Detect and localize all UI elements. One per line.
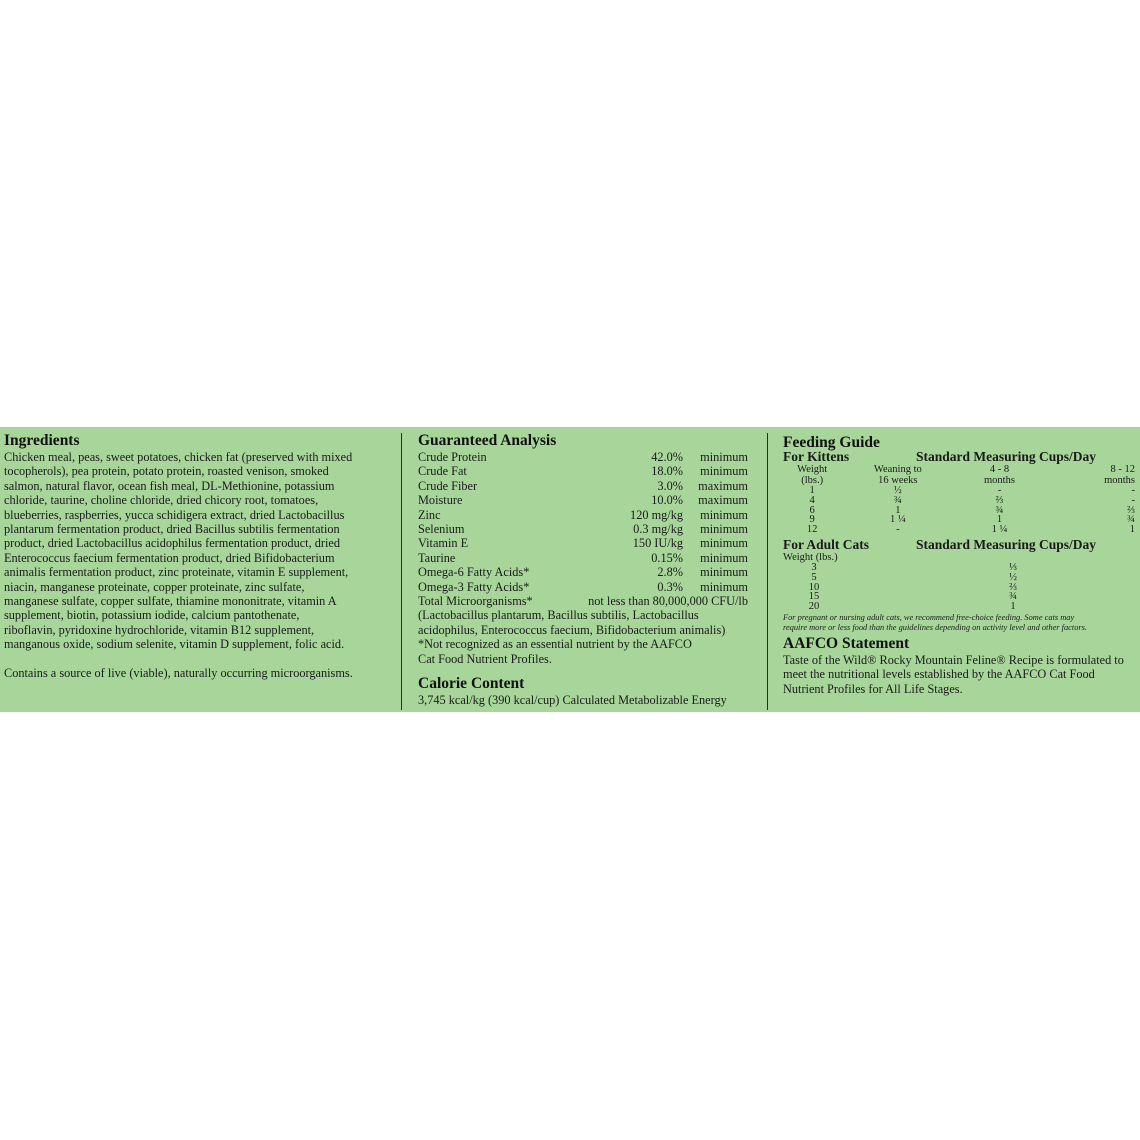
ingredients-line: manganous oxide, sodium selenite, vitamin D supplement, folic acid. bbox=[4, 637, 345, 652]
col-header: (lbs.) bbox=[801, 475, 824, 486]
ingredients-list bbox=[4, 450, 396, 652]
adults-header-row bbox=[783, 552, 1139, 563]
table-cell: - bbox=[1131, 485, 1136, 496]
nutrient-qualifier: minimum bbox=[700, 464, 748, 479]
aafco-title: AAFCO Statement bbox=[783, 634, 910, 652]
feeding-guide-section bbox=[783, 427, 1139, 696]
table-row bbox=[783, 506, 1139, 516]
table-cell: 5 bbox=[811, 571, 817, 583]
kittens-table bbox=[783, 464, 1139, 535]
col-header: 16 weeks bbox=[878, 475, 918, 486]
guaranteed-analysis-title: Guaranteed Analysis bbox=[418, 432, 557, 449]
nutrient-value: 42.0% bbox=[651, 450, 683, 464]
nutrient-name: Omega-6 Fatty Acids* bbox=[418, 565, 530, 580]
table-row bbox=[783, 602, 1139, 612]
analysis-row bbox=[418, 565, 758, 579]
nutrition-label-panel bbox=[0, 427, 1140, 712]
guaranteed-analysis-section bbox=[418, 427, 758, 707]
adults-subheader bbox=[783, 537, 1139, 552]
col-header: Weight (lbs.) bbox=[783, 551, 838, 563]
col-header: 8 - 12 bbox=[1110, 464, 1136, 475]
table-cell: 1 bbox=[996, 514, 1003, 526]
kittens-header-row bbox=[783, 464, 1139, 475]
ingredients-line: supplement, biotin, potassium iodide, calcium pantothenate, bbox=[4, 608, 300, 623]
kittens-header-row bbox=[783, 475, 1139, 486]
nutrient-name: Vitamin E bbox=[418, 536, 469, 551]
table-row bbox=[783, 525, 1139, 535]
col-header: months bbox=[984, 475, 1015, 486]
nutrient-value: 0.3 mg/kg bbox=[633, 521, 683, 536]
col-header: months bbox=[1104, 475, 1136, 486]
table-row bbox=[783, 573, 1139, 583]
ingredients-line: tocopherols), pea protein, potato protein, roasted venison, smoked bbox=[4, 464, 329, 479]
nutrient-name: Crude Fiber bbox=[418, 478, 478, 493]
table-row bbox=[783, 486, 1139, 496]
analysis-row bbox=[418, 551, 758, 565]
kittens-label: For Kittens bbox=[783, 449, 850, 464]
table-cell: 15 bbox=[808, 591, 820, 603]
table-cell: 1 ¼ bbox=[889, 514, 906, 526]
nutrient-qualifier: maximum bbox=[698, 478, 748, 493]
analysis-footnote: *Not recognized as an essential nutrient by the AAFCO bbox=[418, 637, 692, 652]
table-cell: ½ bbox=[1009, 571, 1017, 583]
table-cell: ¾ bbox=[1009, 591, 1017, 603]
calorie-content-text: 3,745 kcal/kg (390 kcal/cup) Calculated Metabolizable Energy bbox=[418, 692, 727, 707]
ingredients-section bbox=[4, 427, 396, 680]
table-cell: - bbox=[997, 485, 1002, 496]
table-row bbox=[783, 496, 1139, 506]
nutrient-qualifier: maximum bbox=[698, 493, 748, 508]
analysis-row bbox=[418, 580, 758, 594]
table-cell: ⅔ bbox=[1009, 581, 1017, 593]
table-cell: ¾ bbox=[1127, 514, 1136, 526]
nutrient-qualifier: minimum bbox=[700, 450, 748, 464]
table-row bbox=[783, 583, 1139, 593]
table-cell: ⅓ bbox=[1009, 561, 1017, 573]
table-row bbox=[783, 515, 1139, 525]
nutrient-name: Omega-3 Fatty Acids* bbox=[418, 579, 530, 594]
table-cell: 1 bbox=[1010, 601, 1016, 613]
kittens-subheader bbox=[783, 449, 1139, 464]
ingredients-title: Ingredients bbox=[4, 432, 80, 449]
ingredients-line: blueberries, raspberries, yucca schidigera extract, dried Lactobacillus bbox=[4, 507, 345, 522]
ingredients-line: niacin, manganese proteinate, copper proteinate, zinc sulfate, bbox=[4, 579, 305, 594]
table-cell: ½ bbox=[893, 485, 902, 496]
nutrient-value: 0.15% bbox=[651, 550, 683, 565]
ingredients-line: chloride, taurine, choline chloride, dried chicory root, tomatoes, bbox=[4, 493, 319, 508]
table-cell: ⅔ bbox=[1127, 504, 1136, 516]
nutrient-value: not less than 80,000,000 CFU/lb bbox=[588, 593, 748, 608]
nutrient-name: Total Microorganisms* bbox=[418, 593, 533, 608]
analysis-row-microorganisms bbox=[418, 594, 748, 608]
table-cell: 1 bbox=[809, 485, 815, 496]
table-cell: 1 ¼ bbox=[991, 524, 1008, 536]
table-row bbox=[783, 592, 1139, 602]
nutrient-name: Crude Protein bbox=[418, 450, 487, 464]
microorganisms-detail: acidophilus, Enterococcus faecium, Bifidobacterium animalis) bbox=[418, 622, 726, 637]
ingredients-line: animalis fermentation product, zinc proteinate, vitamin E supplement, bbox=[4, 565, 349, 580]
live-microorganisms-note: Contains a source of live (viable), naturally occurring microorganisms. bbox=[4, 665, 353, 680]
table-cell: 20 bbox=[808, 601, 820, 613]
nutrient-qualifier: minimum bbox=[700, 521, 748, 536]
analysis-row bbox=[418, 464, 758, 478]
nutrient-value: 150 IU/kg bbox=[632, 536, 683, 551]
adults-table bbox=[783, 552, 1139, 612]
nutrient-name: Selenium bbox=[418, 521, 465, 536]
nutrient-value: 2.8% bbox=[657, 565, 683, 580]
nutrient-qualifier: minimum bbox=[700, 507, 748, 522]
ingredients-line: Chicken meal, peas, sweet potatoes, chicken fat (preserved with mixed bbox=[4, 450, 353, 464]
nutrient-value: 3.0% bbox=[657, 478, 683, 493]
adults-unit-label: Standard Measuring Cups/Day bbox=[916, 536, 1097, 552]
ingredients-line: salmon, natural flavor, ocean fish meal, DL-Methionine, potassium bbox=[4, 478, 335, 493]
nutrient-qualifier: minimum bbox=[700, 550, 748, 565]
analysis-row bbox=[418, 508, 758, 522]
ingredients-line: Enterococcus faecium fermentation product, dried Bifidobacterium bbox=[4, 550, 335, 565]
calorie-content-title: Calorie Content bbox=[418, 674, 525, 692]
table-cell: 4 bbox=[809, 494, 815, 506]
analysis-row bbox=[418, 479, 758, 493]
table-cell: - bbox=[1131, 494, 1136, 506]
guaranteed-analysis-table bbox=[418, 450, 758, 666]
nutrient-qualifier: minimum bbox=[700, 565, 748, 580]
kittens-unit-label: Standard Measuring Cups/Day bbox=[916, 449, 1097, 464]
microorganisms-detail: (Lactobacillus plantarum, Bacillus subtilis, Lactobacillus bbox=[418, 608, 699, 623]
table-cell: ¾ bbox=[995, 504, 1004, 516]
analysis-row bbox=[418, 536, 758, 550]
adults-label: For Adult Cats bbox=[783, 536, 870, 552]
table-cell: ⅔ bbox=[995, 494, 1004, 506]
ingredients-line: product, dried Lactobacillus acidophilus fermentation product, dried bbox=[4, 536, 341, 551]
nutrient-value: 120 mg/kg bbox=[630, 507, 683, 522]
nutrient-name: Crude Fat bbox=[418, 464, 467, 479]
col-header: Weight bbox=[797, 464, 828, 475]
table-cell: 1 bbox=[1129, 524, 1136, 536]
table-cell: 6 bbox=[809, 504, 815, 516]
table-cell: 10 bbox=[808, 581, 820, 593]
nutrient-value: 10.0% bbox=[651, 493, 683, 508]
nutrient-name: Zinc bbox=[418, 507, 441, 522]
ingredients-line: riboflavin, pyridoxine hydrochloride, vitamin B12 supplement, bbox=[4, 622, 315, 637]
nutrient-qualifier: minimum bbox=[700, 579, 748, 594]
analysis-row bbox=[418, 522, 758, 536]
column-divider bbox=[401, 433, 402, 710]
nutrient-value: 18.0% bbox=[651, 464, 683, 479]
feeding-note: For pregnant or nursing adult cats, we recommend free-choice feeding. Some cats may bbox=[783, 612, 1075, 622]
table-cell: 3 bbox=[811, 561, 817, 573]
table-cell: 12 bbox=[806, 524, 818, 536]
nutrient-name: Moisture bbox=[418, 493, 463, 508]
aafco-line: Taste of the Wild® Rocky Mountain Feline® Recipe is formulated to bbox=[783, 652, 1124, 667]
table-cell: - bbox=[896, 524, 900, 536]
nutrient-qualifier: minimum bbox=[700, 536, 748, 551]
feeding-note: require more or less food than the guidelines depending on activity level and other factors. bbox=[783, 622, 1088, 632]
analysis-footnote: Cat Food Nutrient Profiles. bbox=[418, 651, 552, 666]
ingredients-line: plantarum fermentation product, dried Bacillus subtilis fermentation bbox=[4, 522, 340, 537]
feeding-guide-title: Feeding Guide bbox=[783, 434, 880, 451]
table-cell: ¾ bbox=[893, 494, 902, 506]
aafco-line: meet the nutritional levels established by the AAFCO Cat Food bbox=[783, 667, 1095, 682]
col-header: 4 - 8 bbox=[989, 464, 1010, 475]
ingredients-line: manganese sulfate, copper sulfate, thiamine mononitrate, vitamin A bbox=[4, 594, 337, 609]
nutrient-value: 0.3% bbox=[657, 579, 683, 594]
table-cell: 9 bbox=[809, 514, 815, 526]
analysis-row bbox=[418, 450, 758, 464]
table-row bbox=[783, 563, 1139, 573]
aafco-line: Nutrient Profiles for All Life Stages. bbox=[783, 681, 963, 696]
table-cell: 1 bbox=[895, 504, 901, 516]
nutrient-name: Taurine bbox=[418, 550, 456, 565]
analysis-row bbox=[418, 493, 758, 507]
col-header: Weaning to bbox=[873, 464, 922, 475]
column-divider bbox=[767, 433, 768, 710]
